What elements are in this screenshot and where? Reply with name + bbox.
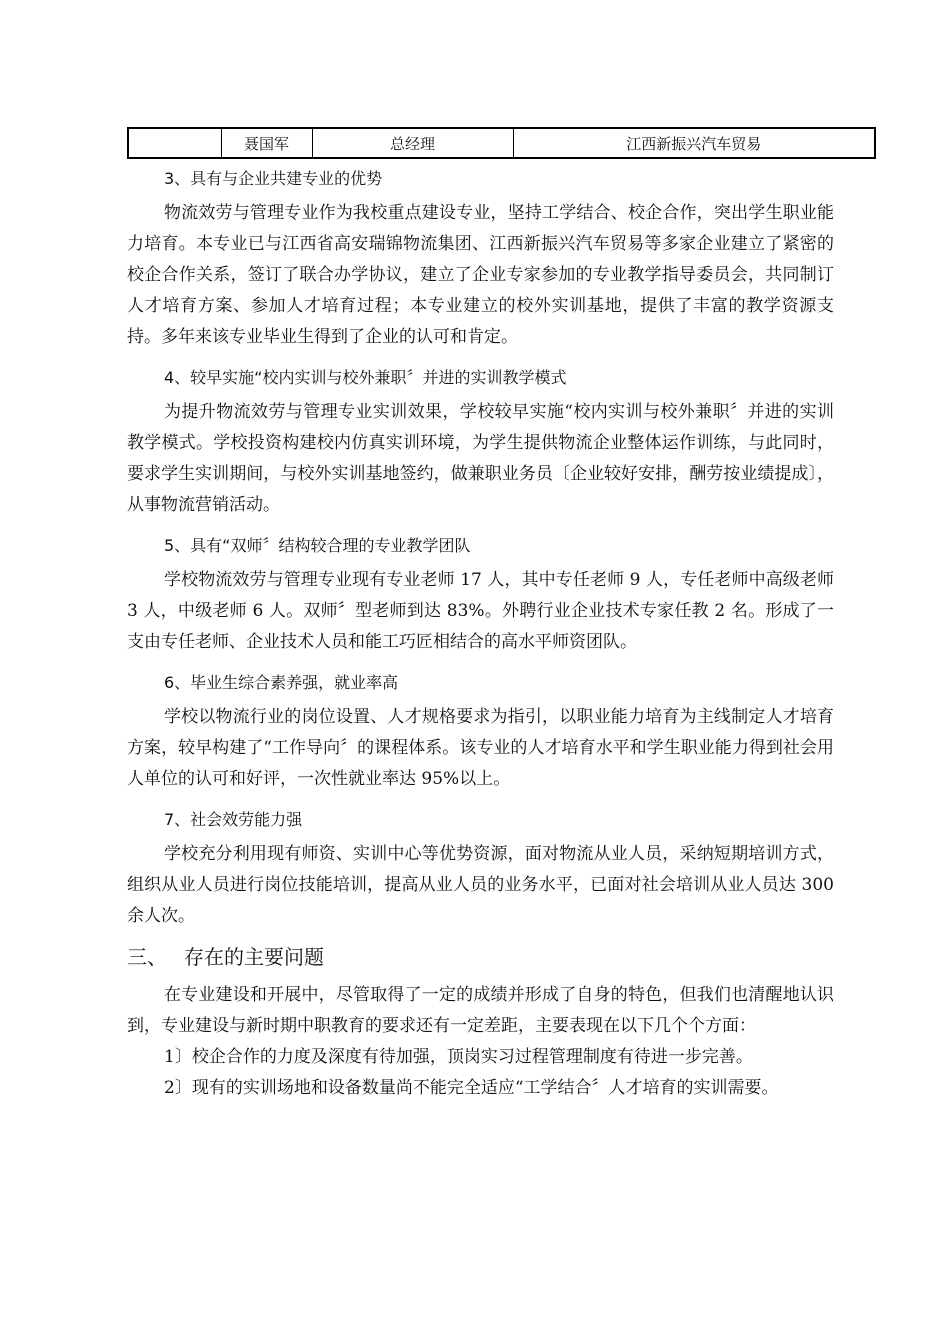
part-3-item-1: 1〕校企合作的力度及深度有待加强，顶岗实习过程管理制度有待进一步完善。 bbox=[164, 1047, 753, 1067]
table-cell-empty bbox=[128, 128, 221, 158]
part-3-title: 存在的主要问题 bbox=[184, 945, 324, 969]
table-cell-title: 总经理 bbox=[312, 128, 513, 158]
table-cell-name: 聂国军 bbox=[221, 128, 312, 158]
section-7-heading: 7、社会效劳能力强 bbox=[164, 810, 303, 829]
section-4-heading: 4、较早实施“校内实训与校外兼职〞并进的实训教学模式 bbox=[164, 368, 567, 387]
section-5-paragraph: 学校物流效劳与管理专业现有专业老师 17 人，其中专任老师 9 人，专任老师中高级老师 3 人，中级老师 6 人。双师〞型老师到达 83%。外聘行业企业技术专家任教 2 名。形成了一支由专任老师、企业技术人员和能工巧匠相结合的高水平师资团队。 bbox=[127, 570, 834, 652]
section-7-paragraph: 学校充分利用现有师资、实训中心等优势资源，面对物流从业人员，采纳短期培训方式，组织从业人员进行岗位技能培训，提高从业人员的业务水平，已面对社会培训从业人员达 300 余人次。 bbox=[127, 844, 834, 926]
section-5-heading: 5、具有“双师〞结构较合理的专业教学团队 bbox=[164, 536, 471, 555]
section-3-heading: 3、具有与企业共建专业的优势 bbox=[164, 169, 383, 188]
main-content bbox=[127, 160, 834, 1104]
part-3-number: 三、 bbox=[127, 945, 167, 969]
part-3-intro: 在专业建设和开展中，尽管取得了一定的成绩并形成了自身的特色，但我们也清醒地认识到，专业建设与新时期中职教育的要求还有一定差距，主要表现在以下几个个方面： bbox=[127, 985, 834, 1036]
part-3-heading bbox=[127, 934, 834, 980]
section-6-paragraph: 学校以物流行业的岗位设置、人才规格要求为指引，以职业能力培育为主线制定人才培育方案，较早构建了“工作导向〞的课程体系。该专业的人才培育水平和学生职业能力得到社会用人单位的认可和好评，一次性就业率达 95%以上。 bbox=[127, 707, 834, 789]
part-3-item-2: 2〕现有的实训场地和设备数量尚不能完全适应“工学结合〞人才培育的实训需要。 bbox=[164, 1078, 779, 1098]
section-4-paragraph: 为提升物流效劳与管理专业实训效果，学校较早实施“校内实训与校外兼职〞并进的实训教学模式。学校投资构建校内仿真实训环境，为学生提供物流企业整体运作训练，与此同时，要求学生实训期间，与校外实训基地签约，做兼职业务员〔企业较好安排，酬劳按业绩提成〕，从事物流营销活动。 bbox=[127, 402, 834, 515]
staff-table bbox=[127, 127, 876, 159]
section-6-heading: 6、毕业生综合素养强，就业率高 bbox=[164, 673, 399, 692]
table-cell-company: 江西新振兴汽车贸易 bbox=[513, 128, 875, 158]
section-3-paragraph: 物流效劳与管理专业作为我校重点建设专业，坚持工学结合、校企合作，突出学生职业能力培育。本专业已与江西省高安瑞锦物流集团、江西新振兴汽车贸易等多家企业建立了紧密的校企合作关系，签订了联合办学协议，建立了企业专家参加的专业教学指导委员会，共同制订人才培育方案、参加人才培育过程；本专业建立的校外实训基地，提供了丰富的教学资源支持。多年来该专业毕业生得到了企业的认可和肯定。 bbox=[127, 203, 834, 347]
table-row bbox=[128, 128, 875, 158]
